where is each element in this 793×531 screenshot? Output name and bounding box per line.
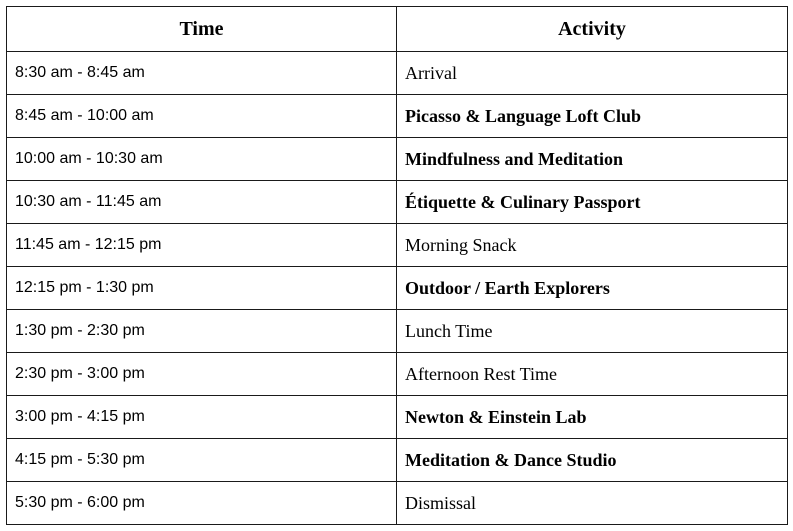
time-cell: 8:30 am - 8:45 am [7, 52, 397, 95]
time-cell: 11:45 am - 12:15 pm [7, 224, 397, 267]
time-cell: 4:15 pm - 5:30 pm [7, 439, 397, 482]
time-cell: 1:30 pm - 2:30 pm [7, 310, 397, 353]
table-row [7, 439, 788, 482]
table-row [7, 267, 788, 310]
time-cell: 10:00 am - 10:30 am [7, 138, 397, 181]
time-cell: 10:30 am - 11:45 am [7, 181, 397, 224]
time-column-header: Time [7, 7, 397, 52]
schedule-table [6, 6, 788, 525]
activity-cell: Lunch Time [397, 310, 788, 353]
table-row [7, 310, 788, 353]
table-row [7, 396, 788, 439]
table-row [7, 224, 788, 267]
time-cell: 12:15 pm - 1:30 pm [7, 267, 397, 310]
activity-cell: Meditation & Dance Studio [397, 439, 788, 482]
time-cell: 2:30 pm - 3:00 pm [7, 353, 397, 396]
time-cell: 5:30 pm - 6:00 pm [7, 482, 397, 525]
activity-cell: Afternoon Rest Time [397, 353, 788, 396]
time-cell: 8:45 am - 10:00 am [7, 95, 397, 138]
table-row [7, 482, 788, 525]
schedule-body [7, 52, 788, 525]
activity-cell: Étiquette & Culinary Passport [397, 181, 788, 224]
activity-cell: Arrival [397, 52, 788, 95]
table-row [7, 52, 788, 95]
header-row [7, 7, 788, 52]
table-row [7, 138, 788, 181]
time-cell: 3:00 pm - 4:15 pm [7, 396, 397, 439]
activity-cell: Newton & Einstein Lab [397, 396, 788, 439]
table-row [7, 181, 788, 224]
activity-cell: Outdoor / Earth Explorers [397, 267, 788, 310]
activity-cell: Morning Snack [397, 224, 788, 267]
table-row [7, 353, 788, 396]
activity-cell: Picasso & Language Loft Club [397, 95, 788, 138]
activity-column-header: Activity [397, 7, 788, 52]
activity-cell: Mindfulness and Meditation [397, 138, 788, 181]
table-row [7, 95, 788, 138]
activity-cell: Dismissal [397, 482, 788, 525]
